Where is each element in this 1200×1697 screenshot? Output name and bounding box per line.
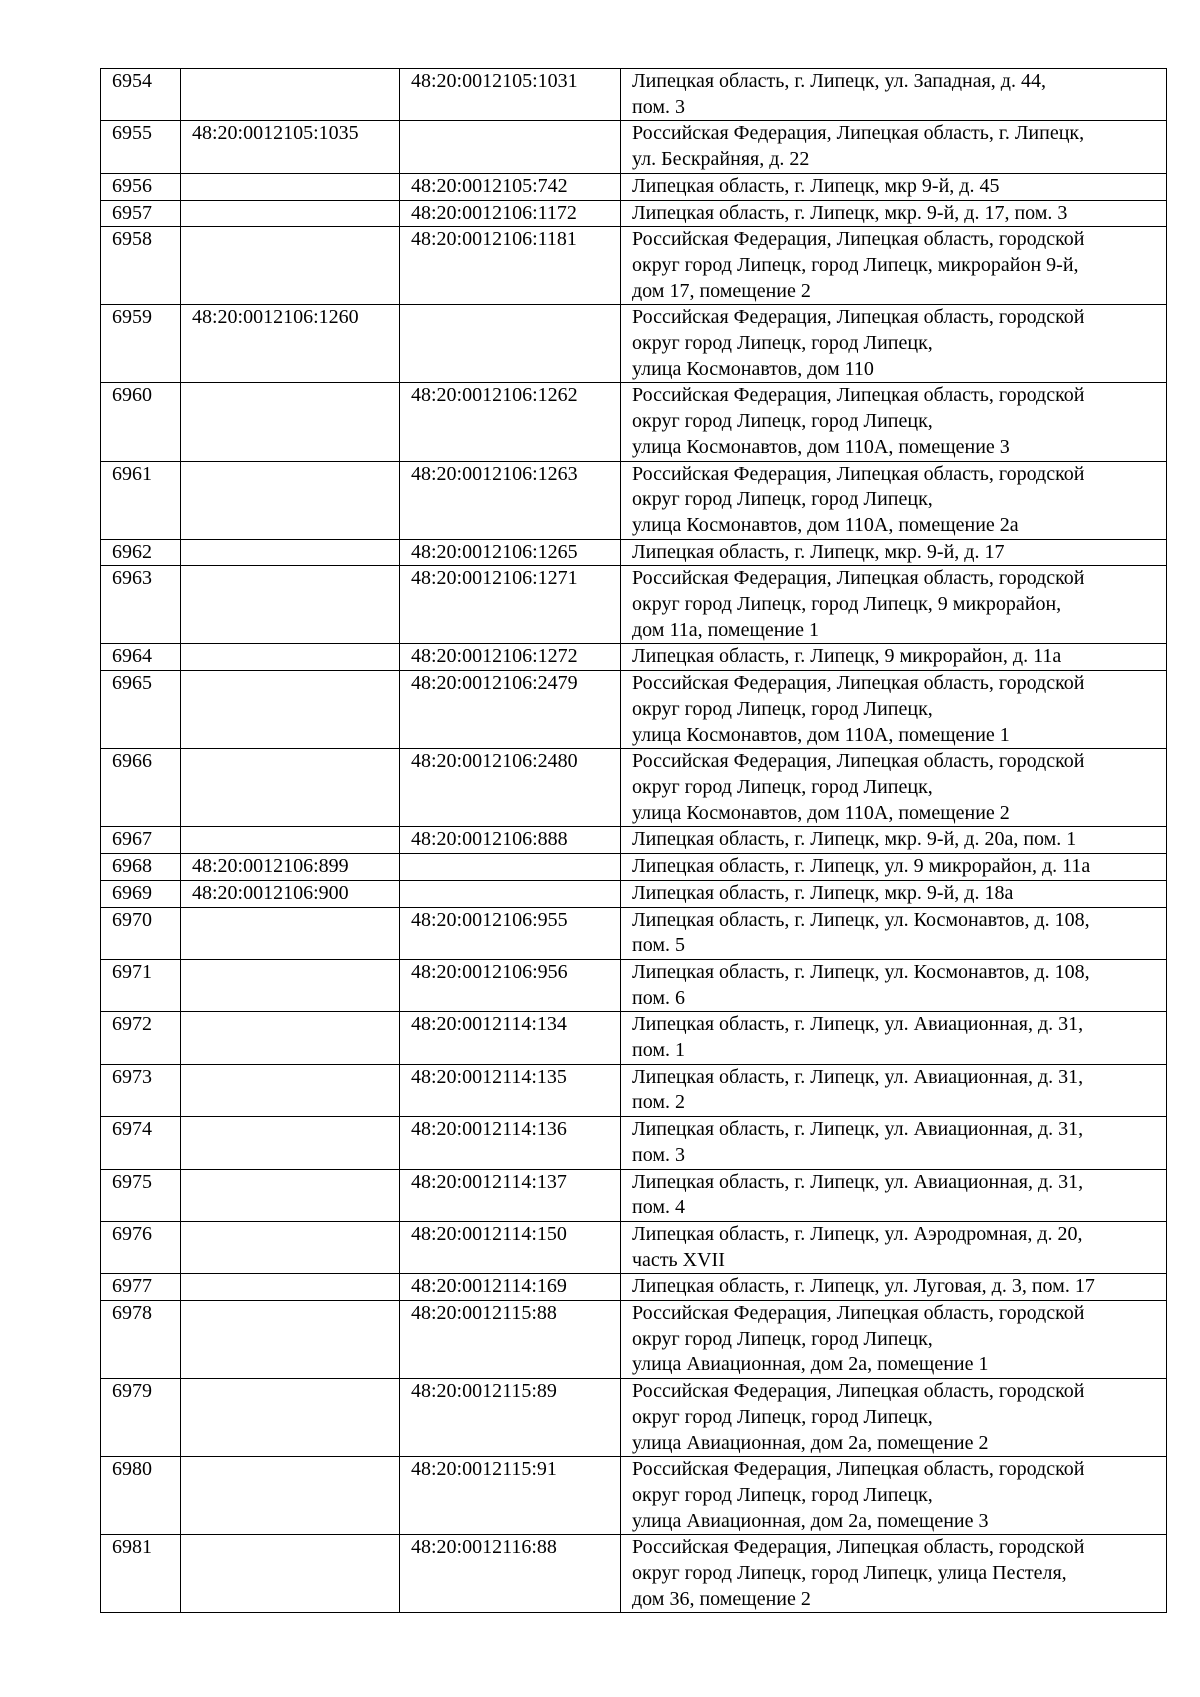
address: Липецкая область, г. Липецк, мкр. 9-й, д. 18а (621, 880, 1167, 907)
address: Российская Федерация, Липецкая область, городской округ город Липецк, город Липецк, 9 микрорайон, дом 11а, помещение 1 (621, 566, 1167, 644)
row-number: 6981 (101, 1535, 181, 1613)
table-row (101, 1274, 1167, 1301)
row-number: 6977 (101, 1274, 181, 1301)
row-number: 6979 (101, 1379, 181, 1457)
table-row (101, 827, 1167, 854)
table-row (101, 1012, 1167, 1064)
address: Липецкая область, г. Липецк, ул. Авиационная, д. 31, пом. 4 (621, 1169, 1167, 1221)
table-row (101, 173, 1167, 200)
cadastral-number-room: 48:20:0012114:150 (400, 1221, 621, 1273)
row-number: 6964 (101, 644, 181, 671)
address: Российская Федерация, Липецкая область, городской округ город Липецк, город Липецк, улица Авиационная, дом 2а, помещение 1 (621, 1301, 1167, 1379)
row-number: 6975 (101, 1169, 181, 1221)
table-row (101, 69, 1167, 121)
cadastral-number-building (181, 907, 400, 959)
cadastral-number-building (181, 1379, 400, 1457)
cadastral-number-room: 48:20:0012106:1172 (400, 200, 621, 227)
cadastral-number-room (400, 880, 621, 907)
table-row (101, 1379, 1167, 1457)
address: Липецкая область, г. Липецк, 9 микрорайон, д. 11а (621, 644, 1167, 671)
address: Липецкая область, г. Липецк, ул. Аэродромная, д. 20, часть XVII (621, 1221, 1167, 1273)
address: Российская Федерация, Липецкая область, городской округ город Липецк, город Липецк, улица Космонавтов, дом 110 (621, 305, 1167, 383)
cadastral-number-building (181, 1169, 400, 1221)
address: Российская Федерация, Липецкая область, городской округ город Липецк, город Липецк, улица Космонавтов, дом 110А, помещение 2а (621, 461, 1167, 539)
address: Липецкая область, г. Липецк, ул. Космонавтов, д. 108, пом. 6 (621, 959, 1167, 1011)
cadastral-number-room: 48:20:0012114:169 (400, 1274, 621, 1301)
row-number: 6971 (101, 959, 181, 1011)
cadastral-number-building (181, 539, 400, 566)
cadastral-number-building (181, 671, 400, 749)
cadastral-number-room: 48:20:0012106:955 (400, 907, 621, 959)
address: Российская Федерация, Липецкая область, городской округ город Липецк, город Липецк, улица Космонавтов, дом 110А, помещение 3 (621, 383, 1167, 461)
cadastral-number-building (181, 227, 400, 305)
table-row (101, 305, 1167, 383)
cadastral-number-building (181, 827, 400, 854)
cadastral-number-room: 48:20:0012106:2480 (400, 749, 621, 827)
row-number: 6966 (101, 749, 181, 827)
cadastral-number-building: 48:20:0012106:899 (181, 854, 400, 881)
row-number: 6958 (101, 227, 181, 305)
row-number: 6963 (101, 566, 181, 644)
cadastral-number-building (181, 1012, 400, 1064)
cadastral-number-room: 48:20:0012106:1272 (400, 644, 621, 671)
cadastral-number-room: 48:20:0012106:2479 (400, 671, 621, 749)
cadastral-number-building (181, 1221, 400, 1273)
address: Липецкая область, г. Липецк, мкр. 9-й, д. 17 (621, 539, 1167, 566)
cadastral-number-room: 48:20:0012115:88 (400, 1301, 621, 1379)
row-number: 6967 (101, 827, 181, 854)
table-row (101, 854, 1167, 881)
row-number: 6965 (101, 671, 181, 749)
table-row (101, 1301, 1167, 1379)
cadastral-number-room: 48:20:0012106:1265 (400, 539, 621, 566)
cadastral-number-room: 48:20:0012105:1031 (400, 69, 621, 121)
table-body (101, 69, 1167, 1613)
cadastral-number-room: 48:20:0012114:135 (400, 1064, 621, 1116)
table-row (101, 1064, 1167, 1116)
cadastral-number-building (181, 200, 400, 227)
table-row (101, 539, 1167, 566)
cadastral-number-building (181, 566, 400, 644)
cadastral-number-room: 48:20:0012106:956 (400, 959, 621, 1011)
cadastral-number-room (400, 854, 621, 881)
cadastral-number-building (181, 1117, 400, 1169)
cadastral-number-room: 48:20:0012115:89 (400, 1379, 621, 1457)
table-row (101, 1169, 1167, 1221)
cadastral-number-building (181, 749, 400, 827)
table-row (101, 749, 1167, 827)
cadastral-number-building (181, 461, 400, 539)
cadastral-number-building (181, 1064, 400, 1116)
address: Российская Федерация, Липецкая область, городской округ город Липецк, город Липецк, улица Пестеля, дом 36, помещение 2 (621, 1535, 1167, 1613)
table-row (101, 644, 1167, 671)
address: Липецкая область, г. Липецк, мкр. 9-й, д. 17, пом. 3 (621, 200, 1167, 227)
table-row (101, 959, 1167, 1011)
address: Российская Федерация, Липецкая область, городской округ город Липецк, город Липецк, улица Авиационная, дом 2а, помещение 3 (621, 1457, 1167, 1535)
cadastral-number-room: 48:20:0012105:742 (400, 173, 621, 200)
table-row (101, 1221, 1167, 1273)
address: Липецкая область, г. Липецк, ул. Космонавтов, д. 108, пом. 5 (621, 907, 1167, 959)
cadastral-number-building: 48:20:0012105:1035 (181, 121, 400, 173)
row-number: 6955 (101, 121, 181, 173)
table-row (101, 1457, 1167, 1535)
row-number: 6980 (101, 1457, 181, 1535)
cadastral-number-building (181, 1535, 400, 1613)
cadastral-number-building (181, 644, 400, 671)
row-number: 6960 (101, 383, 181, 461)
address: Липецкая область, г. Липецк, мкр 9-й, д. 45 (621, 173, 1167, 200)
address: Российская Федерация, Липецкая область, г. Липецк, ул. Бескрайняя, д. 22 (621, 121, 1167, 173)
row-number: 6976 (101, 1221, 181, 1273)
row-number: 6961 (101, 461, 181, 539)
cadastral-number-building: 48:20:0012106:1260 (181, 305, 400, 383)
table-row (101, 1117, 1167, 1169)
address: Липецкая область, г. Липецк, ул. Авиационная, д. 31, пом. 2 (621, 1064, 1167, 1116)
cadastral-number-room: 48:20:0012106:1263 (400, 461, 621, 539)
row-number: 6974 (101, 1117, 181, 1169)
cadastral-number-building (181, 1457, 400, 1535)
table-row (101, 121, 1167, 173)
table-row (101, 566, 1167, 644)
address: Липецкая область, г. Липецк, ул. Луговая, д. 3, пом. 17 (621, 1274, 1167, 1301)
address: Российская Федерация, Липецкая область, городской округ город Липецк, город Липецк, улица Космонавтов, дом 110А, помещение 2 (621, 749, 1167, 827)
row-number: 6968 (101, 854, 181, 881)
cadastral-number-room: 48:20:0012114:136 (400, 1117, 621, 1169)
cadastral-number-building (181, 1301, 400, 1379)
table-row (101, 880, 1167, 907)
cadastral-number-building (181, 69, 400, 121)
cadastral-number-room: 48:20:0012106:888 (400, 827, 621, 854)
address: Российская Федерация, Липецкая область, городской округ город Липецк, город Липецк, микрорайон 9-й, дом 17, помещение 2 (621, 227, 1167, 305)
cadastral-number-room: 48:20:0012114:134 (400, 1012, 621, 1064)
table-row (101, 907, 1167, 959)
cadastral-number-room: 48:20:0012106:1262 (400, 383, 621, 461)
row-number: 6969 (101, 880, 181, 907)
cadastral-number-room (400, 305, 621, 383)
address: Липецкая область, г. Липецк, ул. Западная, д. 44, пом. 3 (621, 69, 1167, 121)
row-number: 6962 (101, 539, 181, 566)
table-row (101, 227, 1167, 305)
cadastral-number-building (181, 959, 400, 1011)
address: Липецкая область, г. Липецк, ул. 9 микрорайон, д. 11а (621, 854, 1167, 881)
row-number: 6956 (101, 173, 181, 200)
table-row (101, 1535, 1167, 1613)
cadastral-number-building (181, 1274, 400, 1301)
cadastral-number-room (400, 121, 621, 173)
cadastral-number-room: 48:20:0012114:137 (400, 1169, 621, 1221)
table-row (101, 461, 1167, 539)
row-number: 6970 (101, 907, 181, 959)
row-number: 6978 (101, 1301, 181, 1379)
cadastral-number-room: 48:20:0012116:88 (400, 1535, 621, 1613)
table-row (101, 383, 1167, 461)
table-row (101, 200, 1167, 227)
address: Липецкая область, г. Липецк, мкр. 9-й, д. 20а, пом. 1 (621, 827, 1167, 854)
cadastral-number-building (181, 383, 400, 461)
address: Липецкая область, г. Липецк, ул. Авиационная, д. 31, пом. 1 (621, 1012, 1167, 1064)
cadastral-number-room: 48:20:0012106:1181 (400, 227, 621, 305)
row-number: 6959 (101, 305, 181, 383)
property-registry-table (100, 68, 1167, 1613)
document-page (100, 68, 1166, 1613)
table-row (101, 671, 1167, 749)
cadastral-number-room: 48:20:0012106:1271 (400, 566, 621, 644)
cadastral-number-building (181, 173, 400, 200)
row-number: 6973 (101, 1064, 181, 1116)
address: Российская Федерация, Липецкая область, городской округ город Липецк, город Липецк, улица Космонавтов, дом 110А, помещение 1 (621, 671, 1167, 749)
row-number: 6954 (101, 69, 181, 121)
row-number: 6972 (101, 1012, 181, 1064)
cadastral-number-building: 48:20:0012106:900 (181, 880, 400, 907)
cadastral-number-room: 48:20:0012115:91 (400, 1457, 621, 1535)
address: Липецкая область, г. Липецк, ул. Авиационная, д. 31, пом. 3 (621, 1117, 1167, 1169)
address: Российская Федерация, Липецкая область, городской округ город Липецк, город Липецк, улица Авиационная, дом 2а, помещение 2 (621, 1379, 1167, 1457)
row-number: 6957 (101, 200, 181, 227)
